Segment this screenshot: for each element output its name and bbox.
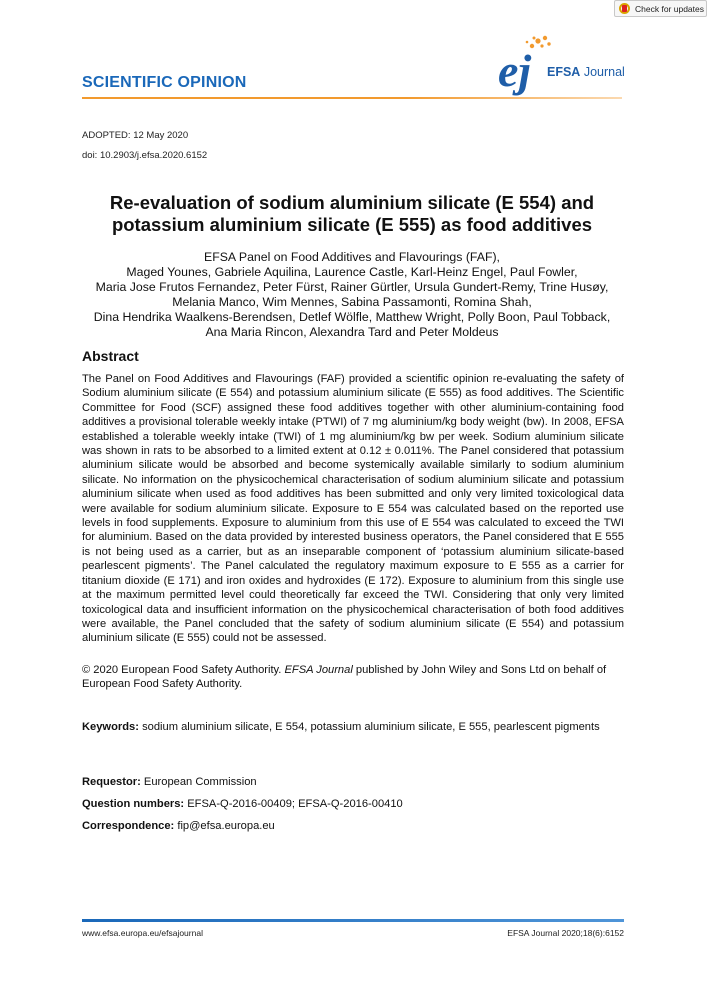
author-line: Melania Manco, Wim Mennes, Sabina Passamonti, Romina Shah, bbox=[172, 295, 532, 309]
question-numbers-value: EFSA-Q-2016-00409; EFSA-Q-2016-00410 bbox=[184, 798, 403, 810]
check-for-updates-button[interactable] bbox=[614, 0, 707, 17]
footer-url[interactable]: www.efsa.europa.eu/efsajournal bbox=[82, 928, 203, 938]
keywords-label: Keywords: bbox=[82, 721, 139, 733]
title-line-1: Re-evaluation of sodium aluminium silicate (E 554) and bbox=[109, 192, 595, 213]
keywords-text: sodium aluminium silicate, E 554, potassium aluminium silicate, E 555, pearlescent pigments bbox=[138, 721, 600, 733]
correspondence-email[interactable]: fip@efsa.europa.eu bbox=[174, 820, 275, 832]
author-line: Ana Maria Rincon, Alexandra Tard and Peter Moldeus bbox=[205, 325, 499, 339]
crossmark-icon bbox=[619, 3, 630, 14]
adopted-date: ADOPTED: 12 May 2020 bbox=[82, 130, 189, 141]
author-list bbox=[82, 250, 622, 340]
copyright-pre: © 2020 European Food Safety Authority. bbox=[82, 664, 285, 676]
logo-mark: ej bbox=[498, 45, 532, 96]
page-title bbox=[82, 192, 622, 236]
check-for-updates-label: Check for updates bbox=[635, 3, 704, 14]
keywords bbox=[82, 720, 624, 734]
header-divider bbox=[82, 97, 622, 99]
correspondence-label: Correspondence: bbox=[82, 820, 175, 832]
journal-prefix: EFSA bbox=[547, 65, 581, 79]
copyright-journal: EFSA Journal bbox=[284, 664, 353, 676]
correspondence bbox=[82, 820, 275, 832]
footer-divider bbox=[82, 919, 624, 922]
copyright-post: published by John Wiley and Sons Ltd on behalf of European Food Safety Authority. bbox=[82, 664, 607, 691]
author-line: Maged Younes, Gabriele Aquilina, Laurence Castle, Karl-Heinz Engel, Paul Fowler, bbox=[126, 265, 578, 279]
title-line-2: potassium aluminium silicate (E 555) as food additives bbox=[111, 214, 593, 235]
author-line: Maria Jose Frutos Fernandez, Peter Fürst, Rainer Gürtler, Ursula Gundert-Remy, Trine Husøy, bbox=[95, 280, 609, 294]
abstract-heading: Abstract bbox=[82, 348, 139, 364]
copyright-notice bbox=[82, 663, 624, 692]
requestor-label: Requestor: bbox=[82, 776, 141, 788]
footer-citation: EFSA Journal 2020;18(6):6152 bbox=[507, 928, 624, 938]
efsa-journal-logo bbox=[494, 28, 624, 96]
requestor-value: European Commission bbox=[140, 776, 257, 788]
requestor bbox=[82, 776, 257, 788]
author-line: EFSA Panel on Food Additives and Flavourings (FAF), bbox=[204, 250, 500, 264]
journal-suffix: Journal bbox=[583, 65, 625, 79]
question-numbers-label: Question numbers: bbox=[82, 798, 185, 810]
abstract-text: The Panel on Food Additives and Flavourings (FAF) provided a scientific opinion re-evaluating the safety of Sodium aluminium silicate (E 554) and potassium aluminium silicate (E 555) as food additives. The Scientific Committee for Food (SCF) assigned these food additives together with other aluminium-containing food additives a provisional tolerable weekly intake (PTWI) of 7 mg aluminium/kg body weight (bw). In 2008, EFSA established a tolerable weekly intake (TWI) of 1 mg aluminium/kg bw per week. Sodium aluminium silicate was shown in rats to be absorbed to a limited extent at 0.12 ± 0.011%. The Panel considered that potassium aluminium silicate would be absorbed and become systemically available similarly to sodium aluminium silicate. No information on the physicochemical characterisation of sodium aluminium silicate and potassium aluminium silicate when used as food additives has been submitted and only very limited toxicological data were available for sodium aluminium silicate. Exposure to E 554 was calculated based on the reported use levels in food supplements. Exposure to aluminium from this use of E 554 was calculated to exceed the TWI for aluminium. Based on the data provided by interested business operators, the Panel considered that E 555 is not being used as a carrier, but as an inseparable component of ‘potassium aluminium silicate-based pearlescent pigments’. The Panel calculated the regulatory maximum exposure to E 555 as a carrier for titanium dioxide (E 171) and iron oxides and hydroxides (E 172). Exposure to aluminium from this single use at the maximum permitted level could theoretically far exceed the TWI. Considering that only very limited toxicological data and insufficient information on the physicochemical characterisation of both food additives were available, the Panel concluded that the safety of sodium aluminium silicate (E 554) and potassium aluminium silicate (E 555) could not be assessed. bbox=[82, 373, 624, 645]
section-label: SCIENTIFIC OPINION bbox=[82, 74, 247, 91]
question-numbers bbox=[82, 798, 403, 810]
author-line: Dina Hendrika Waalkens-Berendsen, Detlef Wölfle, Matthew Wright, Polly Boon, Paul Tobback, bbox=[93, 310, 611, 324]
doi[interactable]: doi: 10.2903/j.efsa.2020.6152 bbox=[82, 150, 208, 161]
journal-name bbox=[547, 65, 625, 79]
